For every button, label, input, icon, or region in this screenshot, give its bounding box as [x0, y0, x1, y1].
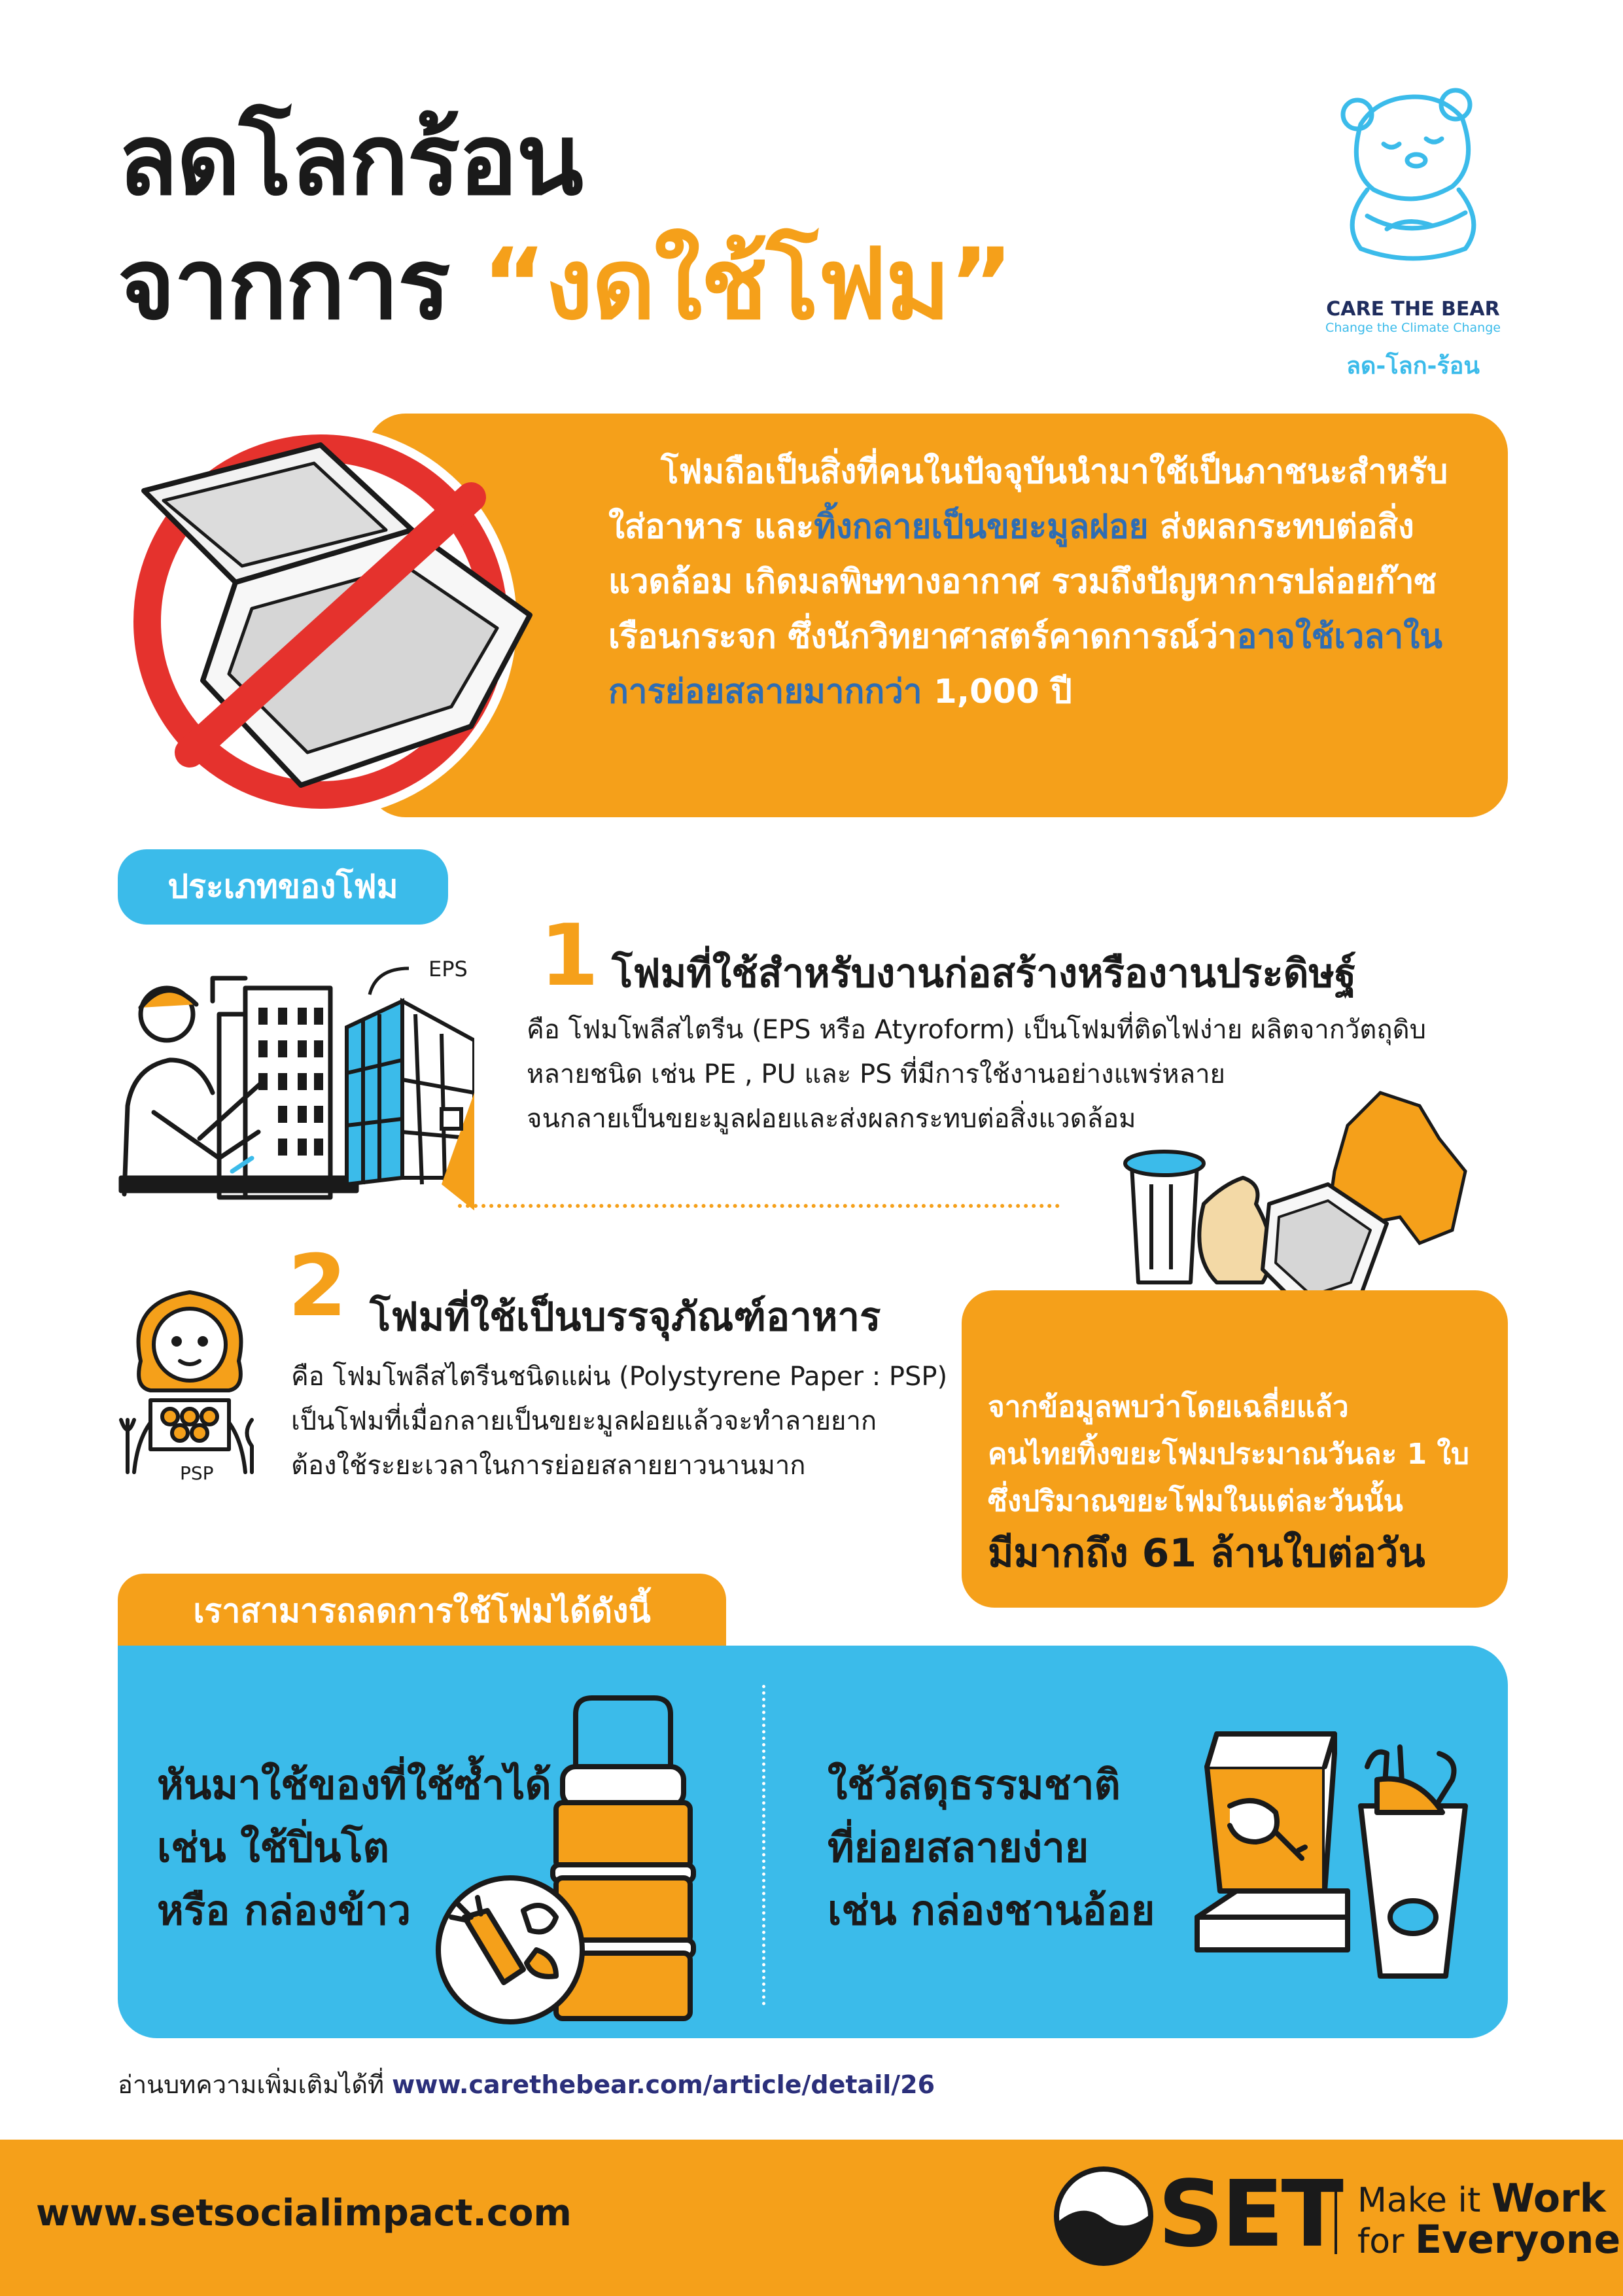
intro-highlight-decompose: อาจใช้เวลาในการย่อยสลายมากกว่า	[608, 618, 1442, 711]
type2-number: 2	[288, 1236, 347, 1335]
logo-name: CARE THE BEAR	[1326, 298, 1500, 321]
title-line-2-prefix: จากการ	[118, 228, 449, 342]
type1-number: 1	[540, 906, 599, 1005]
tip-reusable: หันมาใช้ของที่ใช้ซ้ำได้ เช่น ใช้ปิ่นโต หรือ กล่องข้าว	[157, 1761, 551, 1934]
tiffin-carrier-icon	[425, 1688, 726, 2028]
stats-text: จากข้อมูลพบว่าโดยเฉลี่ยแล้ว คนไทยทิ้งขยะโฟมประมาณวันละ 1 ใบ ซึ่งปริมาณขยะโฟมในแต่ละวันนั้น มีมากถึง 61 ล้านใบต่อวัน	[988, 1384, 1485, 1581]
panel-divider	[762, 1685, 765, 2005]
psp-label: PSP	[180, 1462, 214, 1484]
eps-foam-icon	[343, 962, 474, 1210]
title-highlight: “งดใช้โฟม”	[481, 228, 1013, 342]
type1-heading: โฟมที่ใช้สำหรับงานก่อสร้างหรืองานประดิษฐ์	[612, 951, 1357, 997]
bear-logo-icon	[1321, 79, 1505, 268]
section-divider	[458, 1204, 1060, 1208]
no-foam-icon	[105, 419, 563, 824]
tip-natural-materials: ใช้วัสดุธรรมชาติ ที่ย่อยสลายง่าย เช่น กล่องชานอ้อย	[828, 1761, 1155, 1934]
set-logo-icon	[1053, 2166, 1155, 2267]
article-link[interactable]: www.carethebear.com/article/detail/26	[392, 2070, 935, 2099]
stats-highlight: มีมากถึง 61 ล้านใบต่อวัน	[988, 1530, 1425, 1576]
intro-paragraph: โฟมถือเป็นสิ่งที่คนในปัจจุบันนำมาใช้เป็นภาชนะสำหรับใส่อาหาร และทิ้งกลายเป็นขยะมูลฝอย ส่งผลกระทบต่อสิ่งแวดล้อม เกิดมลพิษทางอากาศ รวมถึงปัญหาการปล่อยก๊าซเรือนกระจก ซึ่งนักวิทยาศาสตร์คาดการณ์ว่าอาจใช้เวลาในการย่อยสลายมากกว่า 1,000 ปี	[608, 453, 1448, 711]
set-slogan: Make it Work for Everyone	[1357, 2176, 1621, 2263]
type1-description: คือ โฟมโพลีสไตรีน (EPS หรือ Atyroform) เป็นโฟมที่ติดไฟง่าย ผลิตจากวัตถุดิบ หลายชนิด เช่น PE , PU และ PS ที่มีการใช้งานอย่างแพร่หลาย จนกลายเป็นขยะมูลฝอยและส่งผลกระทบต่อสิ่งแวดล้อม	[527, 1015, 1426, 1134]
logo-tagline: Change the Climate Change	[1325, 321, 1501, 335]
bagasse-box-icon	[1184, 1727, 1485, 1989]
reduce-section-label: เราสามารถลดการใช้โฟมได้ดังนี้	[118, 1574, 726, 1649]
footer-url[interactable]: www.setsocialimpact.com	[36, 2192, 572, 2234]
logo-thai: ลด-โลก-ร้อน	[1346, 353, 1480, 380]
set-wordmark: SET	[1158, 2161, 1341, 2268]
type2-description: คือ โฟมโพลีสไตรีนชนิดแผ่น (Polystyrene Paper : PSP) เป็นโฟมที่เมื่อกลายเป็นขยะมูลฝอยแล้วจะทำลายยาก ต้องใช้ระยะเวลาในการย่อยสลายยาวนานมาก	[291, 1362, 948, 1481]
eps-label: EPS	[428, 957, 468, 981]
title-line-1: ลดโลกร้อน	[118, 103, 582, 217]
title-line-2	[118, 228, 1013, 342]
intro-highlight-waste: ทิ้งกลายเป็นขยะมูลฝอย	[814, 508, 1149, 546]
type2-heading: โฟมที่ใช้เป็นบรรจุภัณฑ์อาหาร	[370, 1294, 881, 1340]
food-package-person-icon	[114, 1276, 265, 1485]
read-more: อ่านบทความเพิ่มเติมได้ที่ www.carethebear.com/article/detail/26	[118, 2070, 935, 2099]
footer-separator	[1335, 2182, 1337, 2254]
types-section-label: ประเภทของโฟม	[118, 849, 448, 925]
